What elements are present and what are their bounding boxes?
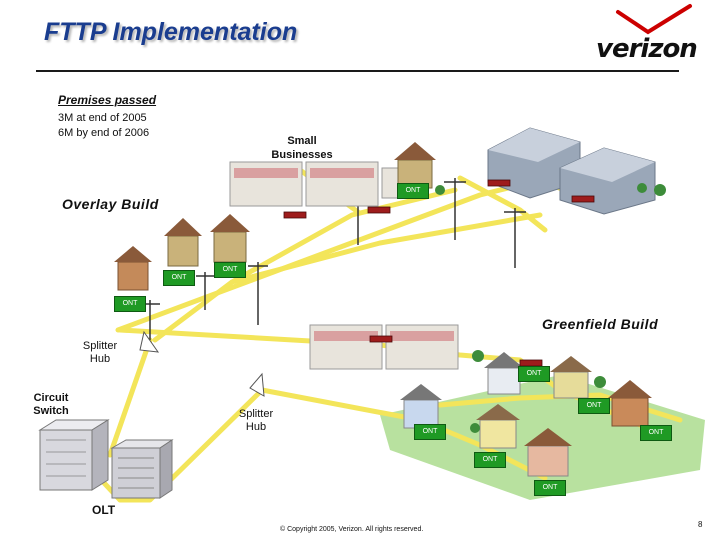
ont-badge: ONT [397, 183, 429, 199]
ont-badge: ONT [518, 366, 550, 382]
greenfield-build-label: Greenfield Build [542, 316, 659, 332]
ont-badge: ONT [214, 262, 246, 278]
logo-wordmark: verizon [596, 34, 697, 64]
ont-badge: ONT [163, 270, 195, 286]
premises-line-1: 3M at end of 2005 [58, 112, 147, 124]
ont-badge: ONT [640, 425, 672, 441]
page-number: 8 [698, 520, 703, 529]
ont-badge: ONT [534, 480, 566, 496]
slide-title: FTTP Implementation [44, 18, 298, 46]
circuit-switch-icon [40, 420, 108, 490]
overlay-build-label: Overlay Build [62, 196, 159, 212]
copyright-notice: © Copyright 2005, Verizon. All rights reserved. [280, 526, 424, 533]
ont-badge: ONT [414, 424, 446, 440]
ont-badge: ONT [114, 296, 146, 312]
office-buildings [488, 128, 655, 214]
storefronts-overlay [230, 162, 408, 206]
verizon-logo [596, 4, 696, 68]
premises-heading: Premises passed [58, 93, 157, 107]
ont-badge: ONT [578, 398, 610, 414]
splitter-hub-label-bottom: Splitter Hub [238, 408, 274, 433]
olt-label: OLT [92, 503, 116, 517]
premises-line-2: 6M by end of 2006 [58, 127, 150, 139]
circuit-switch-label: Circuit Switch [33, 392, 69, 417]
olt-icon [112, 440, 172, 498]
title-underline [36, 70, 679, 72]
splitter-hub-label-top: Splitter Hub [82, 340, 118, 365]
small-businesses-label: Small Businesses [271, 135, 333, 161]
splitter-hubs [140, 332, 264, 396]
ont-badge: ONT [474, 452, 506, 468]
